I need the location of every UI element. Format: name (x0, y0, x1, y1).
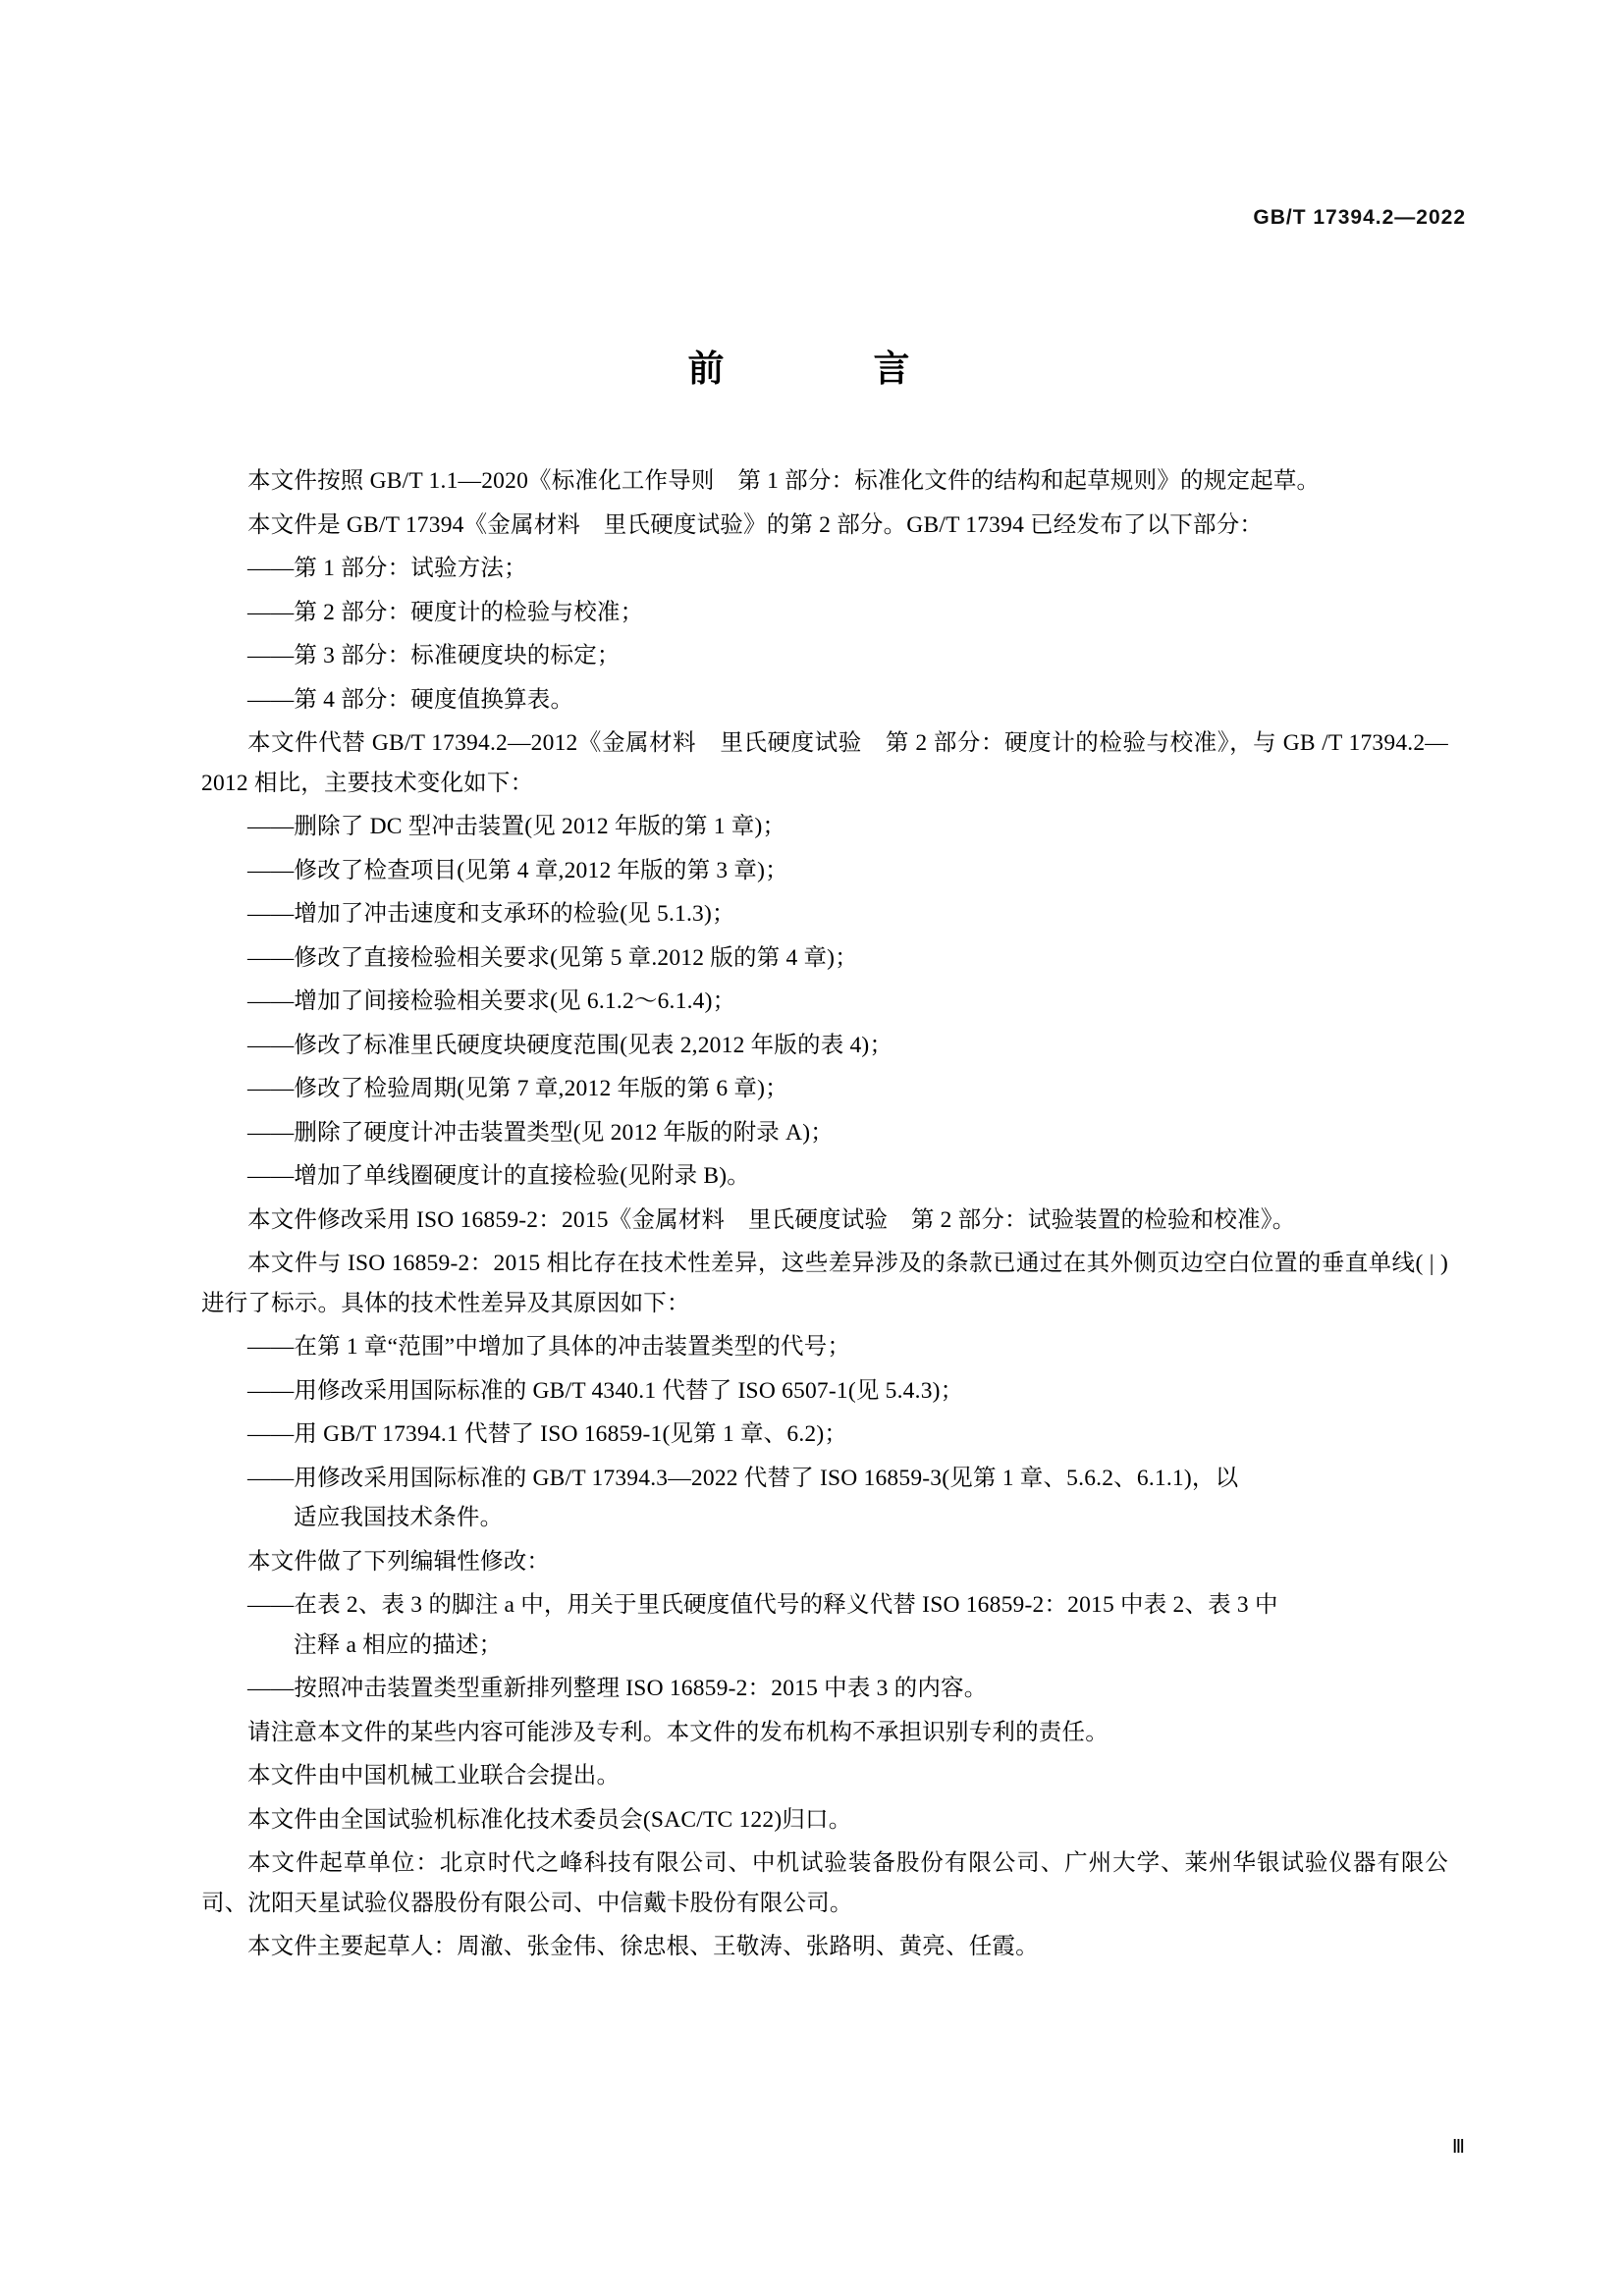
page-title: 前 言 (687, 347, 936, 390)
list-item-change-4: ——修改了直接检验相关要求(见第 5 章.2012 版的第 4 章)； (247, 944, 858, 971)
paragraph-patent-notice: 请注意本文件的某些内容可能涉及专利。本文件的发布机构不承担识别专利的责任。 (247, 1719, 1109, 1745)
list-item-change-3: ——增加了冲击速度和支承环的检验(见 5.1.3)； (247, 901, 735, 927)
list-item-change-5: ——增加了间接检验相关要求(见 6.1.2～6.1.4)； (247, 988, 736, 1014)
list-item-difference-4-line1: ——用修改采用国际标准的 GB/T 17394.3—2022 代替了 ISO 16859-3(见第 1 章、5.6.2、6.1.1)，以 (247, 1465, 1239, 1491)
page-header-standard-number: GB/T 17394.2—2022 (1253, 206, 1466, 229)
list-item-editorial-1-line2: 注释 a 相应的描述； (294, 1631, 503, 1658)
paragraph-technical-committee: 本文件由全国试验机标准化技术委员会(SAC/TC 122)归口。 (247, 1806, 852, 1833)
list-item-editorial-1 (201, 1585, 1448, 1665)
list-item-difference-4 (201, 1459, 1448, 1538)
list-item-part-4: ——第 4 部分：硬度值换算表。 (247, 686, 574, 713)
list-item-change-6: ——修改了标准里氏硬度块硬度范围(见表 2,2012 年版的表 4)； (247, 1032, 893, 1058)
list-item-difference-4-line2: 适应我国技术条件。 (294, 1505, 504, 1530)
paragraph-technical-differences-intro: 本文件与 ISO 16859-2：2015 相比存在技术性差异，这些差异涉及的条款已通过在其外侧页边空白位置的垂直单线( | )进行了标示。具体的技术性差异及其原因如下： (201, 1251, 1448, 1316)
list-item-change-7: ——修改了检验周期(见第 7 章,2012 年版的第 6 章)； (247, 1076, 788, 1101)
paragraph-series-intro: 本文件是 GB/T 17394《金属材料 里氏硬度试验》的第 2 部分。GB/T 17394 已经发布了以下部分： (247, 511, 1264, 538)
list-item-difference-2: ——用修改采用国际标准的 GB/T 4340.1 代替了 ISO 6507-1(见 5.4.3)； (247, 1377, 964, 1404)
list-item-difference-1: ——在第 1 章“范围”中增加了具体的冲击装置类型的代号； (247, 1334, 851, 1360)
list-item-part-2: ——第 2 部分：硬度计的检验与校准； (247, 599, 644, 625)
list-item-change-9: ——增加了单线圈硬度计的直接检验(见附录 B)。 (247, 1163, 751, 1189)
list-item-change-8: ——删除了硬度计冲击装置类型(见 2012 年版的附录 A)； (247, 1119, 834, 1146)
paragraph-drafting-organizations: 本文件起草单位：北京时代之峰科技有限公司、中机试验装备股份有限公司、广州大学、莱州华银试验仪器有限公司、沈阳天星试验仪器股份有限公司、中信戴卡股份有限公司。 (201, 1850, 1448, 1916)
paragraph-proposer: 本文件由中国机械工业联合会提出。 (247, 1763, 621, 1789)
paragraph-scope-basis: 本文件按照 GB/T 1.1—2020《标准化工作导则 第 1 部分：标准化文件的结构和起草规则》的规定起草。 (247, 468, 1321, 494)
paragraph-editorial-intro: 本文件做了下列编辑性修改： (247, 1548, 551, 1575)
paragraph-replaces: 本文件代替 GB/T 17394.2—2012《金属材料 里氏硬度试验 第 2 部分：硬度计的检验与校准》，与 GB /T 17394.2—2012 相比，主要技术变化如下： (201, 730, 1448, 796)
list-item-editorial-1-line1: ——在表 2、表 3 的脚注 a 中，用关于里氏硬度值代号的释义代替 ISO 16859-2：2015 中表 2、表 3 中 (247, 1592, 1278, 1618)
foreword-body (201, 461, 1448, 1971)
paragraph-iso-adoption: 本文件修改采用 ISO 16859-2：2015《金属材料 里氏硬度试验 第 2 部分：试验装置的检验和校准》。 (247, 1206, 1296, 1233)
list-item-part-3: ——第 3 部分：标准硬度块的标定； (247, 643, 621, 668)
list-item-editorial-2: ——按照冲击装置类型重新排列整理 ISO 16859-2：2015 中表 3 的内容。 (247, 1676, 988, 1701)
list-item-difference-3: ——用 GB/T 17394.1 代替了 ISO 16859-1(见第 1 章、6.2)； (247, 1421, 848, 1447)
list-item-part-1: ——第 1 部分：试验方法； (247, 556, 527, 581)
list-item-change-1: ——删除了 DC 型冲击装置(见 2012 年版的第 1 章)； (247, 814, 786, 839)
paragraph-drafters: 本文件主要起草人：周澈、张金伟、徐忠根、王敬涛、张路明、黄亮、任霞。 (247, 1934, 1039, 1959)
page-number: Ⅲ (1451, 2137, 1466, 2158)
list-item-change-2: ——修改了检查项目(见第 4 章,2012 年版的第 3 章)； (247, 857, 788, 883)
